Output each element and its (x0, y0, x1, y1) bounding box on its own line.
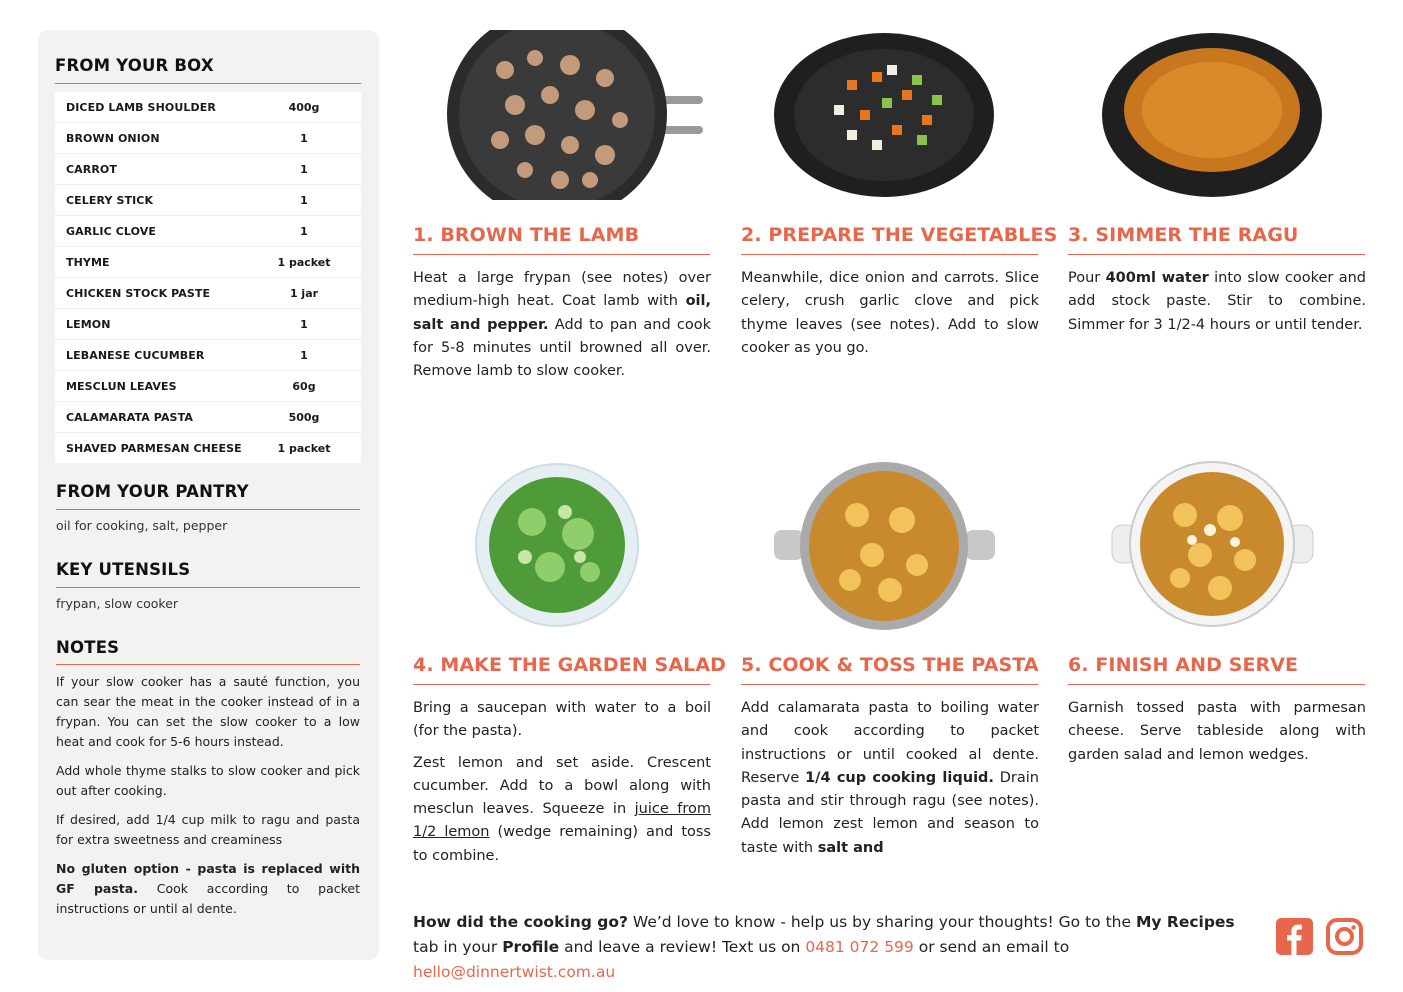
step-3-title: 3. SIMMER THE RAGU (1068, 224, 1299, 246)
note-item: If your slow cooker has a sauté function, you can sear the meat in the cooker instead of in a frypan. You can set the slow cooker to a low heat and cook for 5-6 hours instead. (56, 674, 360, 749)
note-item: If desired, add 1/4 cup milk to ragu and pasta for extra sweetness and creaminess (56, 812, 360, 847)
ingredient-qty: 1 jar (289, 286, 319, 300)
ingredient-qty: 1 (300, 317, 308, 331)
ingredient-name: CHICKEN STOCK PASTE (66, 286, 211, 300)
feedback-footer (413, 910, 1263, 985)
ingredient-qty: 60g (292, 379, 316, 393)
ingredient-name: MESCLUN LEAVES (66, 379, 177, 393)
table-row (55, 247, 361, 278)
ingredient-name: CALAMARATA PASTA (66, 410, 193, 424)
ingredient-qty: 1 (300, 193, 308, 207)
ingredient-name: CARROT (66, 162, 117, 176)
step-5-text: Drain pasta and stir through ragu (see notes). Add lemon zest lemon and season to taste with (741, 769, 1039, 856)
step-4-text: (wedge remaining) and toss to combine. (413, 824, 711, 864)
ingredient-qty: 1 (300, 131, 308, 145)
step-2-text: Meanwhile, dice onion and carrots. Slice celery, crush garlic clove and pick thyme leaves (see notes). Add to slow cooker as you go. (741, 270, 1039, 356)
ingredient-qty: 1 (300, 224, 308, 238)
ingredient-name: THYME (66, 255, 110, 269)
footer-text: and leave a review! Text us on (559, 938, 806, 956)
utensils-rule (56, 587, 360, 588)
table-row (55, 216, 361, 247)
notes-rule (56, 664, 360, 665)
step-1-bold: oil, salt and pepper. (413, 293, 711, 333)
key-utensils-title: KEY UTENSILS (56, 560, 191, 579)
step-5-body (741, 697, 1039, 868)
email-link[interactable]: hello@dinnertwist.com.au (413, 963, 616, 981)
footer-text: or send an email to (913, 938, 1070, 956)
step-1-title: 1. BROWN THE LAMB (413, 224, 640, 246)
step-1-photo-frypan-lamb (445, 30, 705, 200)
pantry-text: oil for cooking, salt, pepper (56, 518, 228, 533)
facebook-icon[interactable] (1276, 918, 1313, 955)
step-6-photo-finished-pasta (1110, 460, 1315, 630)
step-6-title: 6. FINISH AND SERVE (1068, 654, 1299, 676)
step-5-text: Add calamarata pasta to boiling water and cook according to packet instructions or until cooked al dente. Reserve (741, 700, 1039, 786)
footer-question: How did the cooking go? (413, 913, 628, 931)
step-5-rule (741, 684, 1038, 685)
note-text: Cook according to packet instructions or until al dente. (56, 881, 360, 916)
step-3-body (1068, 267, 1366, 345)
ingredient-name: SHAVED PARMESAN CHEESE (66, 441, 242, 455)
step-5-bold: 1/4 cup cooking liquid. (805, 769, 994, 786)
table-row (55, 371, 361, 402)
utensils-text: frypan, slow cooker (56, 596, 179, 611)
note-item: Add whole thyme stalks to slow cooker and pick out after cooking. (56, 763, 360, 798)
step-3-bold: 400ml water (1105, 270, 1209, 286)
ingredient-name: BROWN ONION (66, 131, 160, 145)
ingredient-qty: 1 (300, 162, 308, 176)
ingredient-qty: 1 (300, 348, 308, 362)
table-row (55, 433, 361, 463)
step-5-title: 5. COOK & TOSS THE PASTA (741, 654, 1039, 676)
step-4-underline: juice from 1/2 lemon (413, 801, 711, 841)
profile-label: Profile (502, 938, 560, 956)
ingredient-qty: 500g (288, 410, 320, 424)
step-4-photo-garden-salad (470, 462, 645, 632)
step-2-rule (741, 254, 1038, 255)
footer-text: We’d love to know - help us by sharing your thoughts! Go to the (627, 913, 1136, 931)
from-your-pantry-title: FROM YOUR PANTRY (56, 482, 249, 501)
step-1-body (413, 267, 711, 391)
step-4-text: Zest lemon and set aside. Crescent cucumber. Add to a bowl along with mesclun leaves. Squeeze in (413, 754, 711, 818)
footer-text: tab in your (413, 938, 503, 956)
table-row (55, 185, 361, 216)
my-recipes-label: My Recipes (1135, 913, 1235, 931)
step-3-photo-ragu-simmering (1100, 30, 1325, 200)
box-ingredients-table (55, 92, 361, 463)
ingredient-name: LEMON (66, 317, 111, 331)
step-1-text: Heat a large frypan (see notes) over medium-high heat. Coat lamb with (413, 270, 711, 310)
box-title-rule (55, 83, 361, 84)
table-row (55, 123, 361, 154)
step-2-title: 2. PREPARE THE VEGETABLES (741, 224, 1058, 246)
step-3-text: Pour (1068, 270, 1106, 286)
ingredient-name: GARLIC CLOVE (66, 224, 156, 238)
note-item (56, 859, 360, 919)
ingredient-qty: 1 packet (277, 441, 331, 455)
step-3-text: into slow cooker and add stock paste. Stir to combine. Simmer for 3 1/2-4 hours or until tender. (1068, 270, 1366, 333)
step-6-rule (1068, 684, 1365, 685)
table-row (55, 92, 361, 123)
step-2-body (741, 267, 1039, 368)
step-4-body (413, 697, 711, 876)
ingredient-name: LEBANESE CUCUMBER (66, 348, 205, 362)
notes-title: NOTES (56, 638, 120, 657)
table-row (55, 278, 361, 309)
step-1-text: Add to pan and cook for 5-8 minutes until browned all over. Remove lamb to slow cooker. (413, 316, 711, 380)
step-4-title: 4. MAKE THE GARDEN SALAD (413, 654, 727, 676)
table-row (55, 309, 361, 340)
ingredient-qty: 1 packet (277, 255, 331, 269)
step-2-photo-slow-cooker-vegetables (772, 30, 997, 200)
ingredient-name: DICED LAMB SHOULDER (66, 100, 216, 114)
step-3-rule (1068, 254, 1365, 255)
table-row (55, 402, 361, 433)
pantry-rule (56, 509, 360, 510)
step-5-photo-pasta-pot (772, 460, 997, 632)
ingredient-qty: 400g (288, 100, 320, 114)
step-6-body (1068, 697, 1366, 775)
instagram-icon[interactable] (1326, 918, 1363, 955)
step-1-rule (413, 254, 710, 255)
step-4-rule (413, 684, 710, 685)
phone-number-link[interactable]: 0481 072 599 (805, 938, 914, 956)
note-bold: No gluten option - pasta is replaced with GF pasta. (56, 861, 360, 896)
from-your-box-title: FROM YOUR BOX (55, 56, 214, 75)
table-row (55, 340, 361, 371)
table-row (55, 154, 361, 185)
step-4-para: Bring a saucepan with water to a boil (for the pasta). (413, 700, 711, 740)
ingredient-name: CELERY STICK (66, 193, 154, 207)
notes-list (56, 672, 360, 928)
step-6-text: Garnish tossed pasta with parmesan cheese. Serve tableside along with garden salad and lemon wedges. (1068, 700, 1366, 763)
step-5-bold: salt and (817, 839, 884, 856)
